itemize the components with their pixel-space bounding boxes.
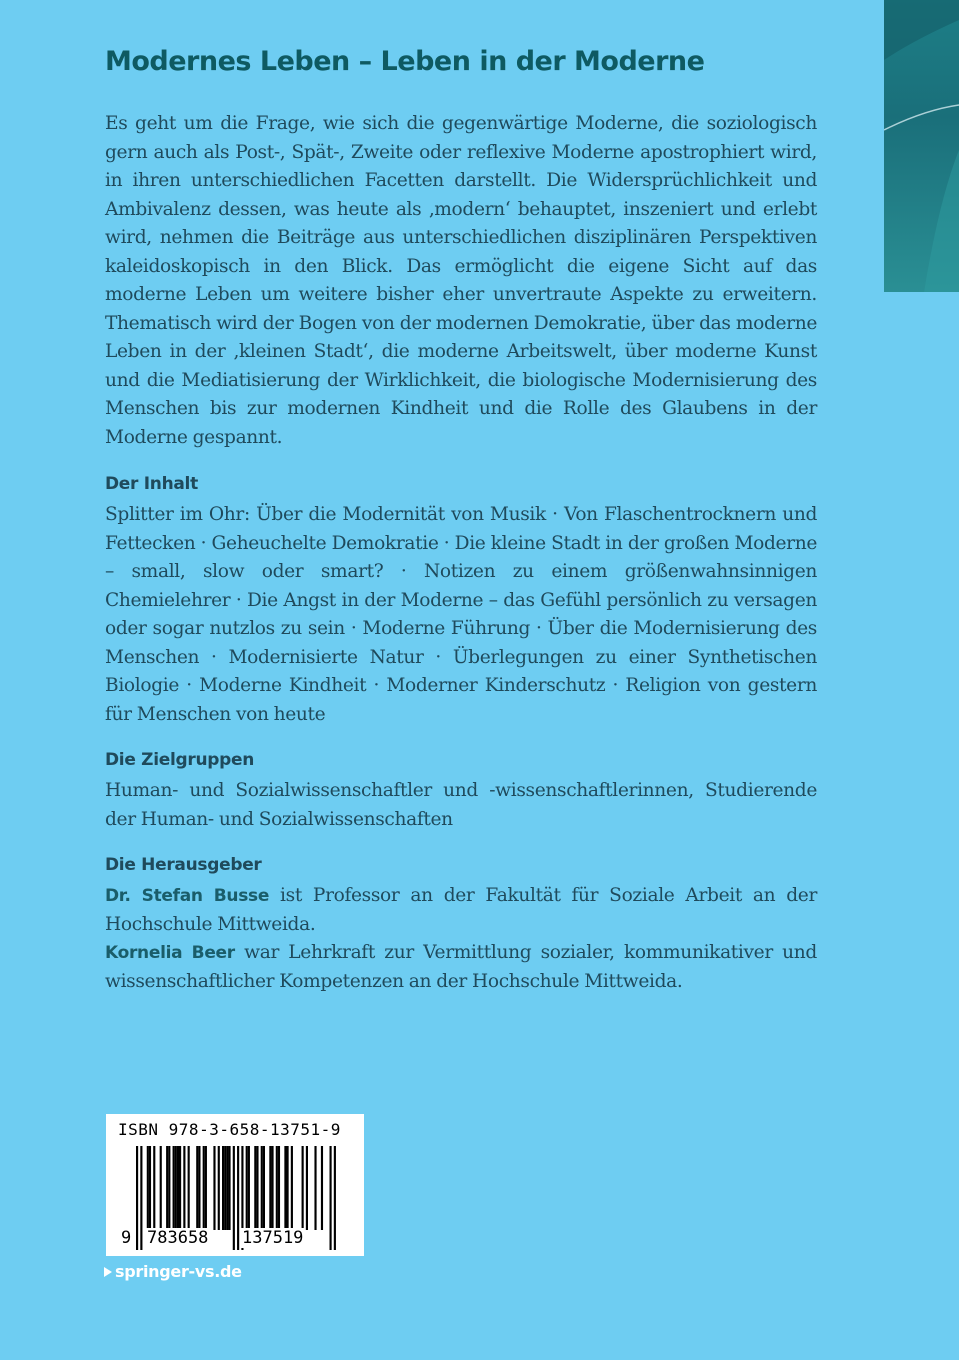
barcode-bar [256, 1146, 258, 1230]
barcode-bar [228, 1146, 230, 1230]
barcode-bar [271, 1146, 273, 1230]
editor-2-text: war Lehrkraft zur Vermittlung sozialer, kommunikativer und wissenschaftlicher Kompetenzen an der Hochschule Mittweida. [105, 942, 817, 992]
editor-1-name: Dr. Stefan Busse [105, 886, 270, 906]
audience-paragraph: Human- und Sozialwissenschaftler und -wissenschaftlerinnen, Studierende der Human- und Sozialwissenschaften [105, 780, 817, 830]
publisher-link[interactable] [104, 1262, 242, 1281]
barcode-bar [226, 1146, 228, 1230]
barcode-bar [160, 1146, 162, 1230]
barcode-bar [287, 1146, 289, 1230]
barcode-digits-left: 783658 [147, 1228, 209, 1248]
barcode-bar [175, 1146, 177, 1230]
editor-2-paragraph [105, 939, 817, 996]
barcode-bar [140, 1146, 142, 1250]
corner-graphic [884, 0, 959, 292]
barcode-bar [314, 1146, 316, 1230]
barcode-bar [153, 1146, 155, 1230]
barcode [106, 1114, 364, 1256]
barcode-bar [198, 1146, 200, 1230]
contents-paragraph: Splitter im Ohr: Über die Modernität von Musik · Von Flaschentrocknern und Fettecken · Geheuchelte Demokratie · Die kleine Stadt in der großen Moderne – small, slow oder smart? · Notizen zu einem größenwahnsinnigen Chemielehrer · Die Angst in der Moderne – das Gefühl persönlich zu versagen oder sogar nutzlos zu sein · Moderne Führung · Über die Modernisierung des Menschen · Modernisierte Natur · Überlegungen zu einer Synthetischen Biologie · Moderne Kindheit · Moderner Kinderschutz · Religion von gestern für Menschen von heute [105, 504, 817, 725]
barcode-bar [196, 1146, 198, 1230]
publisher-label: springer-vs.de [115, 1262, 242, 1281]
barcode-bar [263, 1146, 265, 1230]
barcode-bar [254, 1146, 256, 1230]
barcode-bar [136, 1146, 138, 1250]
barcode-bar [248, 1146, 250, 1230]
barcode-bar [261, 1146, 263, 1230]
barcode-bar [179, 1146, 181, 1230]
barcode-bar [177, 1146, 179, 1230]
barcode-bar [233, 1146, 235, 1250]
editor-1-text: ist Professor an der Fakultät für Soziale Arbeit an der Hochschule Mittweida. [105, 885, 817, 935]
barcode-bar [168, 1146, 170, 1230]
barcode-bar [183, 1146, 185, 1230]
barcode-bar [147, 1146, 149, 1230]
barcode-digit-first: 9 [121, 1228, 132, 1248]
arrow-right-icon [104, 1267, 112, 1277]
barcode-bar [166, 1146, 168, 1230]
barcode-bar [306, 1146, 308, 1230]
barcode-bar [218, 1146, 220, 1230]
barcode-bar [213, 1146, 215, 1230]
barcode-bar [188, 1146, 190, 1230]
barcode-bar [334, 1146, 336, 1250]
editors-heading: Die Herausgeber [105, 855, 262, 875]
barcode-bar [284, 1146, 286, 1230]
barcode-bar [222, 1146, 224, 1230]
barcode-bar [291, 1146, 293, 1230]
editor-1-paragraph [105, 882, 817, 939]
barcode-bar [173, 1146, 175, 1230]
decorative-wave-icon [884, 0, 959, 292]
barcode-digits-right: 137519 [242, 1228, 304, 1248]
barcode-bar [149, 1146, 151, 1230]
barcode-bar [278, 1146, 280, 1230]
barcode-bar [203, 1146, 205, 1230]
audience-heading: Die Zielgruppen [105, 750, 255, 770]
barcode-bar [205, 1146, 207, 1230]
barcode-bar [237, 1146, 239, 1250]
barcode-bar [269, 1146, 271, 1230]
barcode-bars [106, 1114, 364, 1256]
barcode-bar [302, 1146, 304, 1230]
barcode-bar [330, 1146, 332, 1250]
barcode-bar [276, 1146, 278, 1230]
editor-2-name: Kornelia Beer [105, 943, 235, 963]
page-title: Modernes Leben – Leben in der Moderne [105, 46, 705, 77]
barcode-bar [246, 1146, 248, 1230]
barcode-bar [224, 1146, 226, 1230]
intro-paragraph: Es geht um die Frage, wie sich die gegenwärtige Moderne, die soziologisch gern auch als Post-, Spät-, Zweite oder reflexive Moderne apostrophiert wird, in ihren unterschiedlichen Facetten darstellt. Die Widersprüchlichkeit und Ambivalenz dessen, was heute als ‚modern‘ behauptet, inszeniert und erlebt wird, nehmen die Beiträge aus unterschiedlichen disziplinären Perspektiven kaleidoskopisch in den Blick. Das ermöglicht die eigene Sicht auf das moderne Leben um weitere bisher eher unvertraute Aspekte zu erweitern. Thematisch wird der Bogen von der modernen Demokratie, über das moderne Leben in der ‚kleinen Stadt‘, die moderne Arbeitswelt, über moderne Kunst und die Mediatisierung der Wirklichkeit, die biologische Modernisierung des Menschen bis zur modernen Kindheit und die Rolle des Glaubens in der Moderne gespannt. [105, 113, 817, 448]
contents-heading: Der Inhalt [105, 474, 198, 494]
isbn-label: ISBN 978-3-658-13751-9 [118, 1120, 341, 1139]
barcode-bar [321, 1146, 323, 1230]
